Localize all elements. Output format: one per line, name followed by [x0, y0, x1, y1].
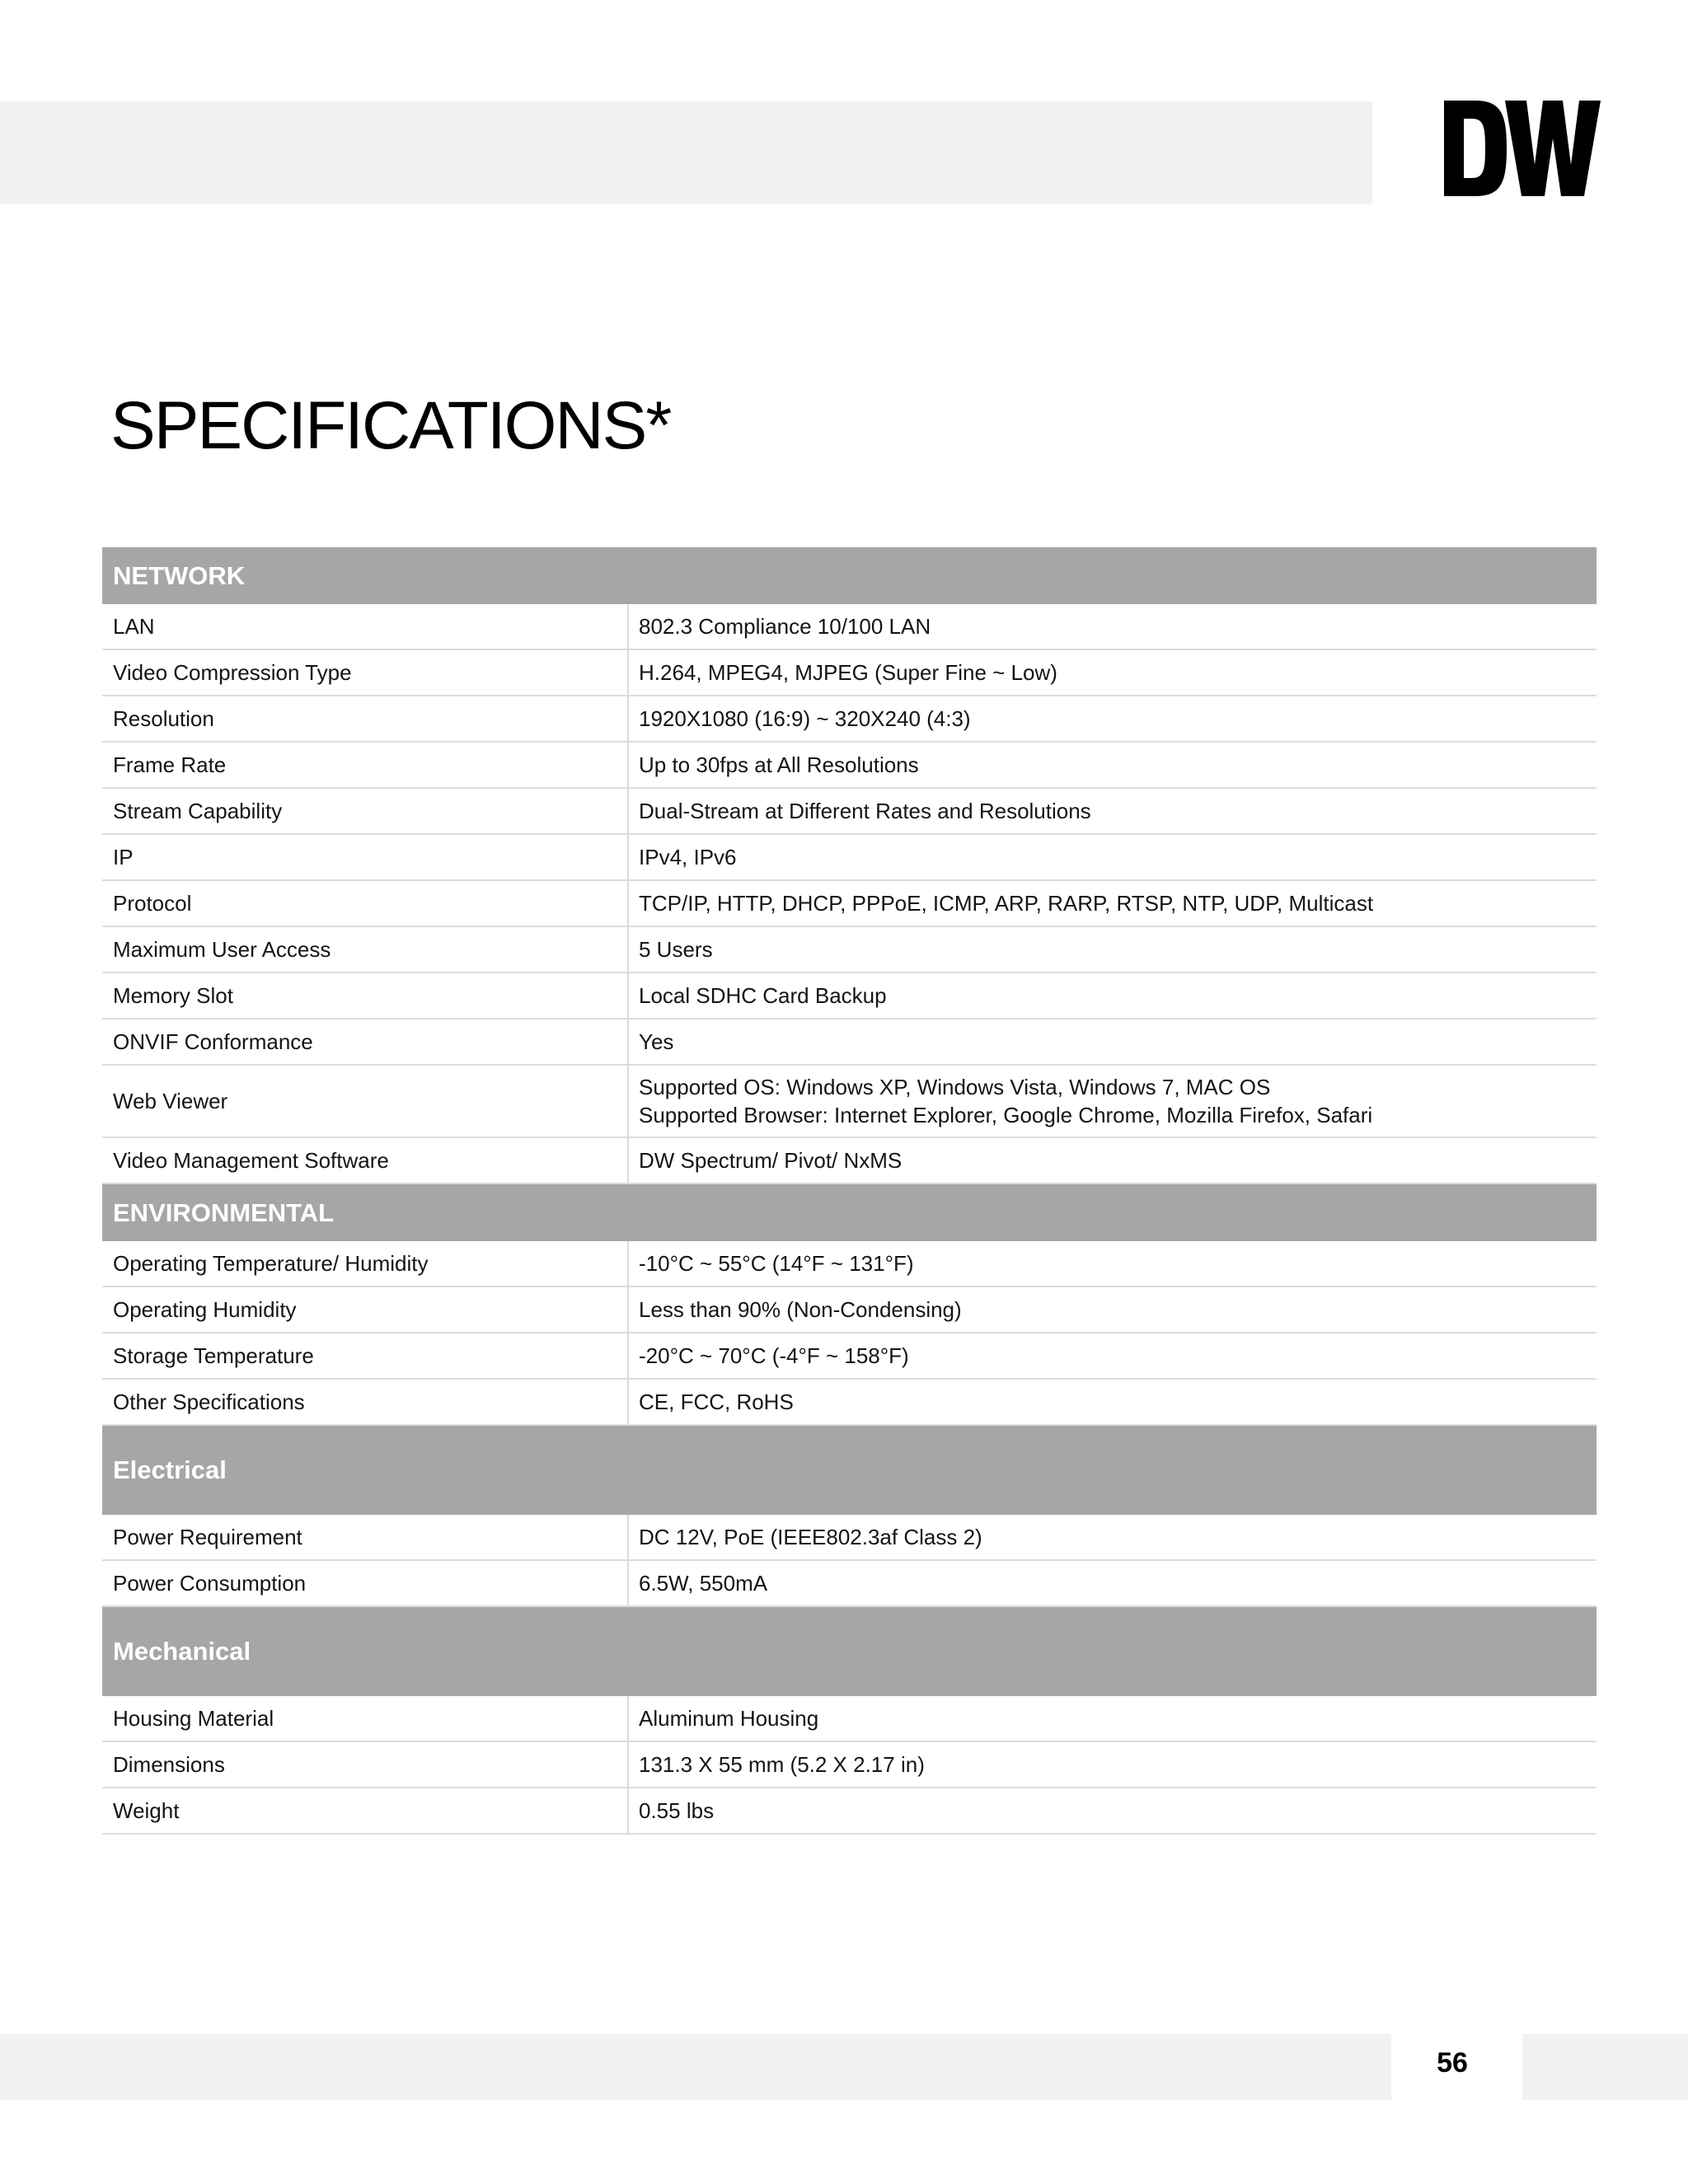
spec-label: Dimensions	[102, 1742, 629, 1787]
spec-value: -20°C ~ 70°C (-4°F ~ 158°F)	[639, 1343, 909, 1368]
specifications-table	[102, 547, 1597, 1835]
spec-label: ONVIF Conformance	[102, 1019, 629, 1064]
spec-value: -10°C ~ 55°C (14°F ~ 131°F)	[639, 1250, 914, 1276]
spec-label: Housing Material	[102, 1696, 629, 1741]
spec-value: 131.3 X 55 mm (5.2 X 2.17 in)	[639, 1751, 925, 1777]
table-row	[102, 1515, 1597, 1561]
table-row	[102, 1066, 1597, 1138]
dw-logo	[1444, 97, 1601, 199]
spec-label: Weight	[102, 1788, 629, 1833]
table-row	[102, 1380, 1597, 1426]
spec-label: Other Specifications	[102, 1380, 629, 1424]
spec-label: Stream Capability	[102, 789, 629, 833]
spec-value: Yes	[639, 1029, 674, 1054]
spec-value: Dual-Stream at Different Rates and Resolutions	[639, 798, 1091, 823]
table-row	[102, 1138, 1597, 1184]
table-row	[102, 696, 1597, 743]
table-row	[102, 835, 1597, 881]
page-number: 56	[1437, 2047, 1468, 2079]
spec-value-line: Supported OS: Windows XP, Windows Vista, Windows 7, MAC OS	[639, 1075, 1271, 1099]
spec-value: Less than 90% (Non-Condensing)	[639, 1296, 962, 1322]
page-title: SPECIFICATIONS*	[110, 388, 671, 463]
spec-value: CE, FCC, RoHS	[639, 1389, 794, 1414]
spec-label: Maximum User Access	[102, 927, 629, 972]
spec-value: DC 12V, PoE (IEEE802.3af Class 2)	[639, 1524, 982, 1549]
footer-band-right	[1522, 2034, 1688, 2100]
spec-value: 6.5W, 550mA	[639, 1570, 768, 1596]
spec-value: Up to 30fps at All Resolutions	[639, 752, 919, 777]
table-row	[102, 927, 1597, 973]
spec-label: Power Requirement	[102, 1515, 629, 1559]
spec-label: Protocol	[102, 881, 629, 926]
spec-label: Memory Slot	[102, 973, 629, 1018]
table-row	[102, 1788, 1597, 1835]
table-row	[102, 604, 1597, 650]
table-row	[102, 1287, 1597, 1333]
section-header-network: NETWORK	[102, 547, 1597, 604]
section-header-environmental: ENVIRONMENTAL	[102, 1184, 1597, 1241]
spec-label: LAN	[102, 604, 629, 649]
table-row	[102, 1333, 1597, 1380]
spec-value: Local SDHC Card Backup	[639, 982, 887, 1008]
spec-label: IP	[102, 835, 629, 879]
table-row	[102, 1241, 1597, 1287]
header-band	[0, 101, 1372, 204]
spec-value: 5 Users	[639, 936, 713, 962]
spec-label: Video Management Software	[102, 1138, 629, 1183]
spec-label: Storage Temperature	[102, 1333, 629, 1378]
spec-value: Aluminum Housing	[639, 1705, 819, 1731]
spec-value: TCP/IP, HTTP, DHCP, PPPoE, ICMP, ARP, RARP, RTSP, NTP, UDP, Multicast	[639, 890, 1374, 916]
spec-label: Frame Rate	[102, 743, 629, 787]
spec-label: Web Viewer	[102, 1066, 629, 1137]
spec-label: Power Consumption	[102, 1561, 629, 1605]
spec-value: 1920X1080 (16:9) ~ 320X240 (4:3)	[639, 705, 971, 731]
table-row	[102, 1696, 1597, 1742]
spec-value: 0.55 lbs	[639, 1797, 715, 1823]
spec-label: Resolution	[102, 696, 629, 741]
spec-label: Video Compression Type	[102, 650, 629, 695]
table-row	[102, 1019, 1597, 1066]
table-row	[102, 973, 1597, 1019]
spec-value: IPv4, IPv6	[639, 844, 737, 869]
table-row	[102, 789, 1597, 835]
spec-value	[629, 1066, 1597, 1137]
spec-label: Operating Temperature/ Humidity	[102, 1241, 629, 1286]
footer-band-left	[0, 2034, 1391, 2100]
table-row	[102, 1561, 1597, 1607]
section-header-mechanical: Mechanical	[102, 1607, 1597, 1696]
spec-value: H.264, MPEG4, MJPEG (Super Fine ~ Low)	[639, 659, 1057, 685]
spec-value: 802.3 Compliance 10/100 LAN	[639, 613, 931, 639]
spec-label: Operating Humidity	[102, 1287, 629, 1332]
table-row	[102, 650, 1597, 696]
table-row	[102, 881, 1597, 927]
spec-value-line: Supported Browser: Internet Explorer, Google Chrome, Mozilla Firefox, Safari	[639, 1103, 1373, 1127]
table-row	[102, 1742, 1597, 1788]
spec-value: DW Spectrum/ Pivot/ NxMS	[639, 1147, 903, 1173]
section-header-electrical: Electrical	[102, 1426, 1597, 1515]
table-row	[102, 743, 1597, 789]
